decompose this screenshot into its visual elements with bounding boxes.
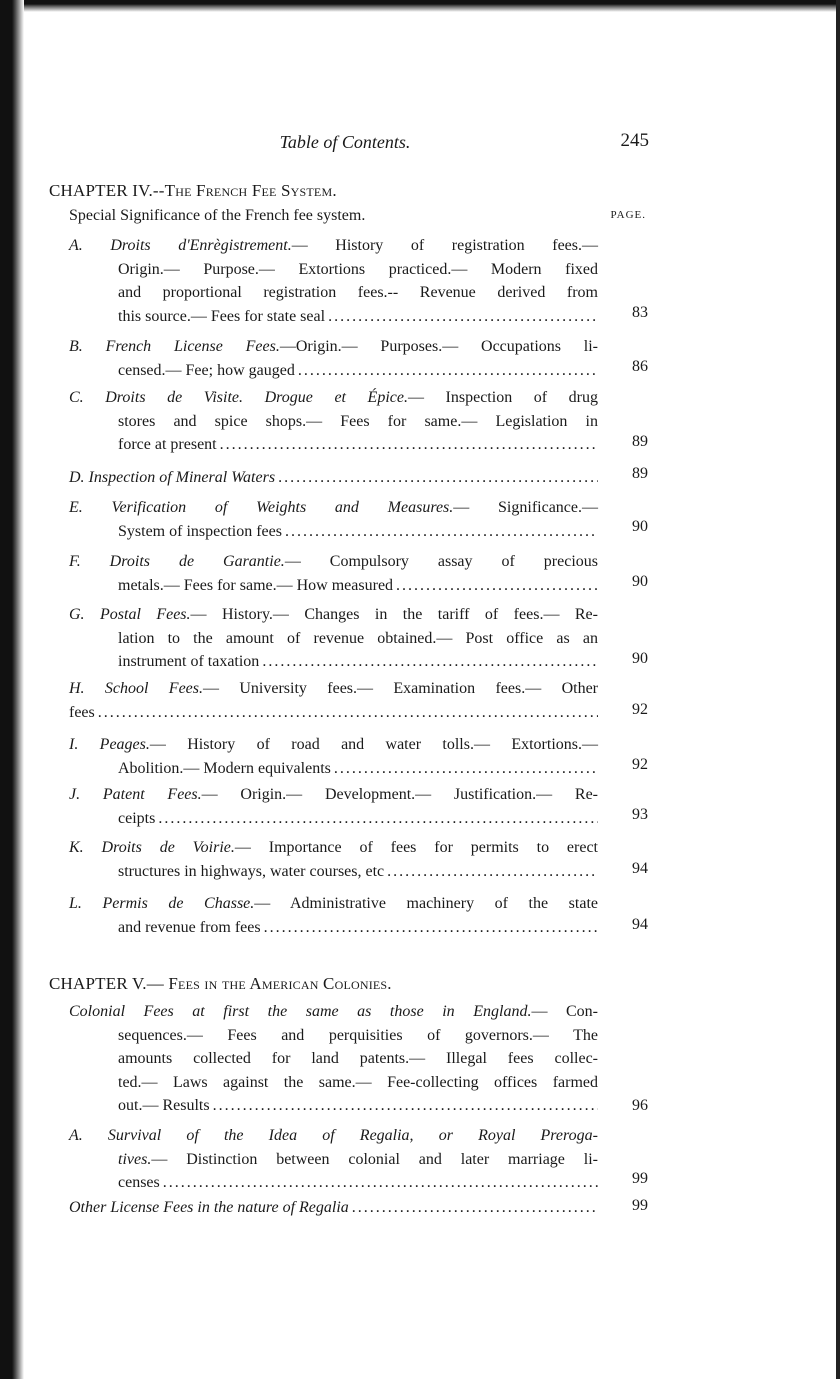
page-column-heading: PAGE. xyxy=(610,209,646,221)
entry-text: out.— Results xyxy=(118,1097,210,1114)
entry-page-number: 90 xyxy=(632,573,648,590)
dot-leader xyxy=(278,466,598,490)
dot-leader xyxy=(163,1171,598,1195)
entry-text: — History of registration fees.— xyxy=(291,237,598,254)
dot-leader xyxy=(334,757,598,781)
entry-text: — Con- xyxy=(531,1003,598,1020)
entry-heading: F. Droits de Garantie. xyxy=(69,553,285,570)
entry-page-number: 94 xyxy=(632,916,648,933)
entry-page-number: 89 xyxy=(632,465,648,482)
dot-leader xyxy=(328,305,598,329)
toc-entry[interactable] xyxy=(69,677,598,724)
entry-heading: A. Droits d'Enrègistrement. xyxy=(69,237,292,254)
dot-leader xyxy=(387,860,598,884)
entry-heading: E. Verification of Weights and Measures. xyxy=(69,499,454,516)
entry-text: and revenue from fees xyxy=(118,918,261,936)
entry-page-number: 83 xyxy=(632,304,648,321)
toc-entry[interactable] xyxy=(69,550,598,597)
entry-text: metals.— Fees for same.— How measured xyxy=(118,576,394,594)
dot-leader xyxy=(352,1196,598,1220)
chapter-intro: Special Significance of the French fee system. xyxy=(69,207,366,224)
entry-heading: K. Droits de Voirie. xyxy=(69,839,235,856)
entry-text: and proportional registration fees.-- Revenue derived from xyxy=(118,284,598,301)
chapter-iv-heading xyxy=(49,181,337,201)
entry-heading: C. Droits de Visite. Drogue et Épice. xyxy=(69,389,408,406)
entry-text: System of inspection fees xyxy=(118,522,282,540)
toc-entry[interactable] xyxy=(69,783,598,830)
toc-entry[interactable] xyxy=(69,1196,598,1220)
entry-page-number: 86 xyxy=(632,358,648,375)
entry-text: — University fees.— Examination fees.— Other xyxy=(203,680,599,697)
scan-edge-top xyxy=(0,0,840,12)
dot-leader xyxy=(264,916,598,940)
entry-heading: Colonial Fees at first the same as those in England. xyxy=(69,1003,532,1020)
entry-heading: G. Postal Fees. xyxy=(69,606,191,623)
chapter-prefix: CHAPTER V.— xyxy=(49,974,169,993)
entry-text: — History.— Changes in the tariff of fees.— Re- xyxy=(190,606,598,623)
toc-entry[interactable] xyxy=(69,1124,598,1195)
toc-entry[interactable] xyxy=(69,496,598,543)
entry-text: — History of road and water tolls.— Extortions.— xyxy=(149,736,598,753)
entry-text: —Origin.— Purposes.— Occupations li- xyxy=(279,338,598,355)
entry-page-number: 90 xyxy=(632,650,648,667)
entry-page-number: 99 xyxy=(632,1170,648,1187)
entry-heading: L. Permis de Chasse. xyxy=(69,895,255,912)
entry-text: — Importance of fees for permits to erect xyxy=(234,839,598,856)
entry-heading: I. Peages. xyxy=(69,736,150,753)
dot-leader xyxy=(285,520,598,544)
entry-text: instrument of taxation xyxy=(118,653,260,670)
dot-leader xyxy=(220,433,598,457)
entry-text: force at present xyxy=(118,436,217,453)
toc-entry[interactable] xyxy=(69,335,598,382)
dot-leader xyxy=(298,359,598,383)
entry-heading-continued: tives. xyxy=(118,1150,152,1168)
chapter-title: The French Fee System. xyxy=(164,181,337,200)
entry-text: lation to the amount of revenue obtained.— Post office as an xyxy=(118,629,598,647)
entry-heading: J. Patent Fees. xyxy=(69,786,202,803)
entry-text: — Distinction between colonial and later marriage li- xyxy=(151,1150,598,1168)
entry-heading: A. Survival of the Idea of Regalia, or Royal Preroga- xyxy=(69,1127,598,1144)
entry-text: ted.— Laws against the same.— Fee-collecting offices farmed xyxy=(118,1073,598,1091)
entry-heading: Other License Fees in the nature of Regalia xyxy=(69,1199,349,1216)
chapter-title: Fees in the American Colonies. xyxy=(168,974,392,993)
entry-text: Abolition.— Modern equivalents xyxy=(118,759,331,777)
entry-page-number: 89 xyxy=(632,433,648,450)
entry-page-number: 92 xyxy=(632,756,648,773)
dot-leader xyxy=(98,701,598,725)
entry-text: Origin.— Purpose.— Extortions practiced.— Modern fixed xyxy=(118,260,598,278)
chapter-prefix: CHAPTER IV.-- xyxy=(49,181,165,200)
entry-text: structures in highways, water courses, etc xyxy=(118,862,385,880)
toc-entry[interactable] xyxy=(69,1000,598,1118)
entry-text: — Inspection of drug xyxy=(407,389,598,406)
entry-text: amounts collected for land patents.— Illegal fees collec- xyxy=(118,1050,598,1067)
entry-page-number: 99 xyxy=(632,1197,648,1214)
toc-entry[interactable] xyxy=(69,234,598,328)
toc-entry[interactable] xyxy=(69,733,598,780)
toc-entry[interactable] xyxy=(69,386,598,457)
scan-edge-right xyxy=(836,0,840,1379)
entry-text: censes xyxy=(118,1174,160,1191)
entry-text: fees xyxy=(69,703,95,721)
entry-heading: H. School Fees. xyxy=(69,680,204,697)
toc-entry[interactable] xyxy=(69,892,598,939)
entry-page-number: 90 xyxy=(632,518,648,535)
page-number: 245 xyxy=(620,130,649,151)
toc-entry[interactable] xyxy=(69,603,598,674)
dot-leader xyxy=(213,1094,598,1118)
dot-leader xyxy=(396,574,598,598)
chapter-v-heading xyxy=(49,974,392,994)
entry-text: — Significance.— xyxy=(453,499,598,516)
entry-text: this source.— Fees for state seal xyxy=(118,307,326,325)
entry-text: ceipts xyxy=(118,809,156,827)
entry-page-number: 92 xyxy=(632,701,648,718)
scan-edge-left xyxy=(0,0,24,1379)
entry-text: — Administrative machinery of the state xyxy=(254,895,598,912)
entry-text: stores and spice shops.— Fees for same.— Legislation in xyxy=(118,412,598,430)
entry-heading: D. Inspection of Mineral Waters xyxy=(69,469,276,486)
toc-entry[interactable] xyxy=(69,466,598,490)
entry-heading: B. French License Fees. xyxy=(69,338,280,355)
entry-text: censed.— Fee; how gauged xyxy=(118,361,295,379)
dot-leader xyxy=(262,650,598,674)
entry-text: sequences.— Fees and perquisities of governors.— The xyxy=(118,1026,598,1044)
toc-entry[interactable] xyxy=(69,836,598,883)
entry-text: — Origin.— Development.— Justification.— Re- xyxy=(201,786,598,803)
dot-leader xyxy=(158,807,598,831)
entry-page-number: 96 xyxy=(632,1097,648,1114)
entry-text: — Compulsory assay of precious xyxy=(284,553,599,570)
entry-page-number: 93 xyxy=(632,806,648,823)
running-header-title: Table of Contents. xyxy=(279,132,411,152)
entry-page-number: 94 xyxy=(632,860,648,877)
